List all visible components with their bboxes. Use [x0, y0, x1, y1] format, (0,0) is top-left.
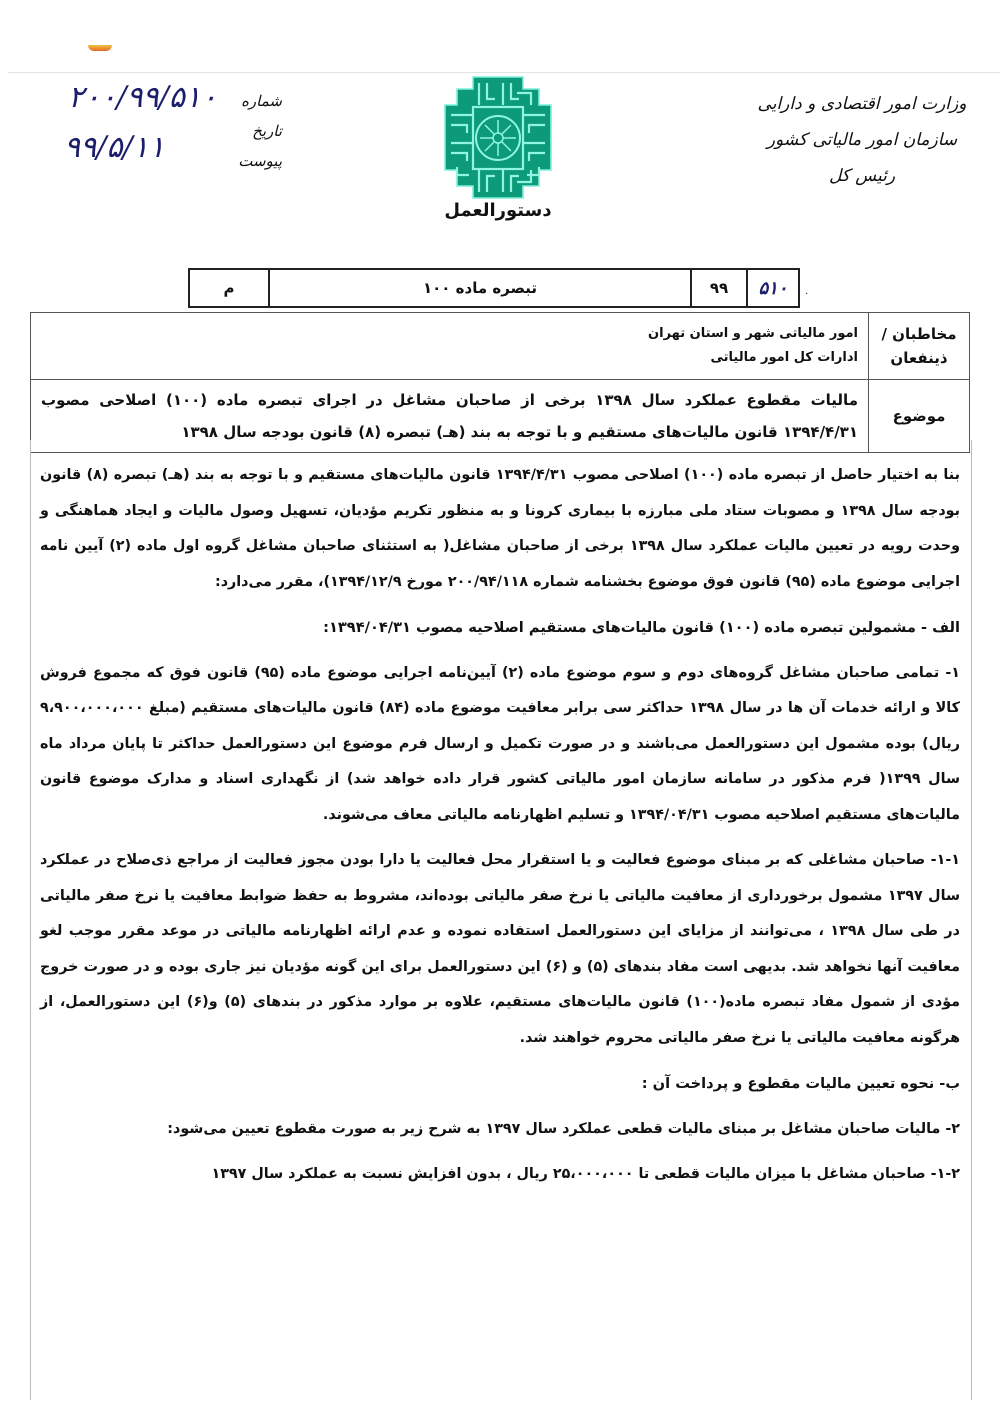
classification-title: تبصره ماده ۱۰۰ — [270, 270, 692, 306]
handwritten-letter-number: ۲۰۰/۹۹/۵۱۰ — [68, 80, 218, 115]
handwritten-letter-date: ۹۹/۵/۱۱ — [64, 130, 165, 165]
reference-labels — [222, 86, 282, 176]
classification-tail: ۰ — [804, 288, 810, 299]
addressees-value — [31, 313, 869, 380]
addressees-label: مخاطبان / ذینفعان — [869, 313, 970, 380]
item-2: ۲- مالیات صاحبان مشاغل بر مبنای مالیات قطعی عملکرد سال ۱۳۹۷ به شرح زیر به صورت مقطوع تعیین می‌شود: — [167, 1120, 960, 1137]
date-label: تاریخ — [252, 122, 282, 140]
item-2-1: ۱-۲- صاحبان مشاغل با میزان مالیات قطعی تا ۲۵،۰۰۰،۰۰۰ ریال ، بدون افزایش نسبت به عملکرد سال ۱۳۹۷ — [211, 1166, 960, 1182]
classification-row — [188, 268, 800, 308]
number-label: شماره — [241, 92, 282, 110]
subject-label: موضوع — [869, 380, 970, 453]
corner-mark — [88, 45, 112, 51]
tax-organization-logo — [443, 75, 553, 200]
addressee-line: امور مالیاتی شهر و استان تهران — [648, 326, 858, 341]
attachment-label: پیوست — [238, 152, 282, 170]
classification-handwritten-number: ۵۱۰ — [758, 277, 788, 299]
document-type-title: دستورالعمل — [444, 200, 552, 221]
top-divider — [8, 72, 1000, 73]
logo-emblem-icon — [443, 75, 553, 200]
classification-year: ۹۹ — [692, 270, 748, 306]
section-a-heading: الف - مشمولین تبصره ماده (۱۰۰) قانون مالیات‌های مستقیم اصلاحیه مصوب ۱۳۹۴/۰۴/۳۱: — [323, 619, 960, 636]
section-b-heading: ب- نحوه تعیین مالیات مقطوع و پرداخت آن : — [641, 1075, 960, 1092]
subject-value: مالیات مقطوع عملکرد سال ۱۳۹۸ برخی از صاحبان مشاغل در اجرای تبصره ماده (۱۰۰) اصلاحی مصوب ۱۳۹۴/۴/۳۱ قانون مالیات‌های مستقیم و با توجه به بند (هـ) تبصره (۸) قانون بودجه سال ۱۳۹۸ — [31, 380, 869, 453]
addressee-line: ادارات کل امور مالیاتی — [710, 350, 858, 365]
item-1-1: ۱-۱- صاحبان مشاغلی که بر مبنای موضوع فعالیت و یا استقرار محل فعالیت یا دارا بودن مجوز فعالیت از مراجع ذی‌صلاح در عملکرد سال ۱۳۹۷ مشمول برخورداری از معافیت مالیاتی یا نرخ صفر مالیاتی بوده‌اند، مشروط به حفظ ضوابط معافیت یا نرخ صفر مالیاتی در طی سال ۱۳۹۸ ، می‌توانند از مزایای این دستورالعمل استفاده نموده و عدم ارائه اظهارنامه مالیاتی در موعد مقرر موجب لغو معافیت آنها نخواهد شد. بدیهی است مفاد بندهای (۵) و (۶) این دستورالعمل برای این گونه مؤدیان نیز جاری بوده و در صورت خروج مؤدی از شمول مفاد تبصره ماده(۱۰۰) قانون مالیات‌های مستقیم، علاوه بر موارد مذکور در بندهای (۵) و(۶) این دستورالعمل، از هرگونه معافیت مالیاتی یا نرخ صفر مالیاتی محروم خواهند شد. — [40, 852, 961, 1046]
header-table — [30, 312, 970, 453]
intro-paragraph: بنا به اختیار حاصل از تبصره ماده (۱۰۰) اصلاحی مصوب ۱۳۹۴/۴/۳۱ قانون مالیات‌های مستقیم و با توجه به بند (هـ) تبصره (۸) قانون بودجه سال ۱۳۹۸ و مصوبات ستاد ملی مبارزه با بیماری کرونا و به منظور تکریم مؤدیان، تسهیل وصول مالیات و ایجاد هماهنگی و وحدت رویه در تعیین مالیات عملکرد سال ۱۳۹۸ برخی از صاحبان مشاغل( به استثنای صاحبان مشاغل گروه اول ماده (۲) آیین نامه اجرایی موضوع ماده (۹۵) قانون فوق موضوع بخشنامه شماره ۲۰۰/۹۴/۱۱۸ مورخ ۱۳۹۴/۱۲/۹)، مقرر می‌دارد: — [40, 467, 961, 590]
ministry-header — [752, 86, 972, 194]
item-1: ۱- تمامی صاحبان مشاغل گروه‌های دوم و سوم موضوع ماده (۲) آیین‌نامه اجرایی موضوع ماده (۹۵) قانون فوق که مجموع فروش کالا و ارائه خدمات آن ها در سال ۱۳۹۸ حداکثر سی برابر معافیت موضوع ماده (۸۴) قانون مالیات‌های مستقیم (مبلغ ۹،۹۰۰،۰۰۰،۰۰۰ ریال) بوده مشمول این دستورالعمل می‌باشند و در صورت تکمیل و ارسال فرم موضوع این دستورالعمل حداکثر تا پایان مرداد ماه سال ۱۳۹۹( فرم مذکور در سامانه سازمان امور مالیاتی کشور قرار داده خواهد شد) از نگهداری اسناد و مدارک موضوع قانون مالیات‌های مستقیم اصلاحیه مصوب ۱۳۹۴/۰۴/۳۱ و تسلیم اظهارنامه مالیاتی معاف می‌شوند. — [40, 664, 961, 823]
classification-letter: م — [190, 270, 270, 306]
organization-line: سازمان امور مالیاتی کشور — [766, 130, 958, 150]
ministry-line: وزارت امور اقتصادی و دارایی — [757, 94, 967, 114]
chief-line: رئیس کل — [828, 166, 896, 186]
document-body — [40, 458, 960, 1203]
addressees-row — [31, 313, 970, 380]
